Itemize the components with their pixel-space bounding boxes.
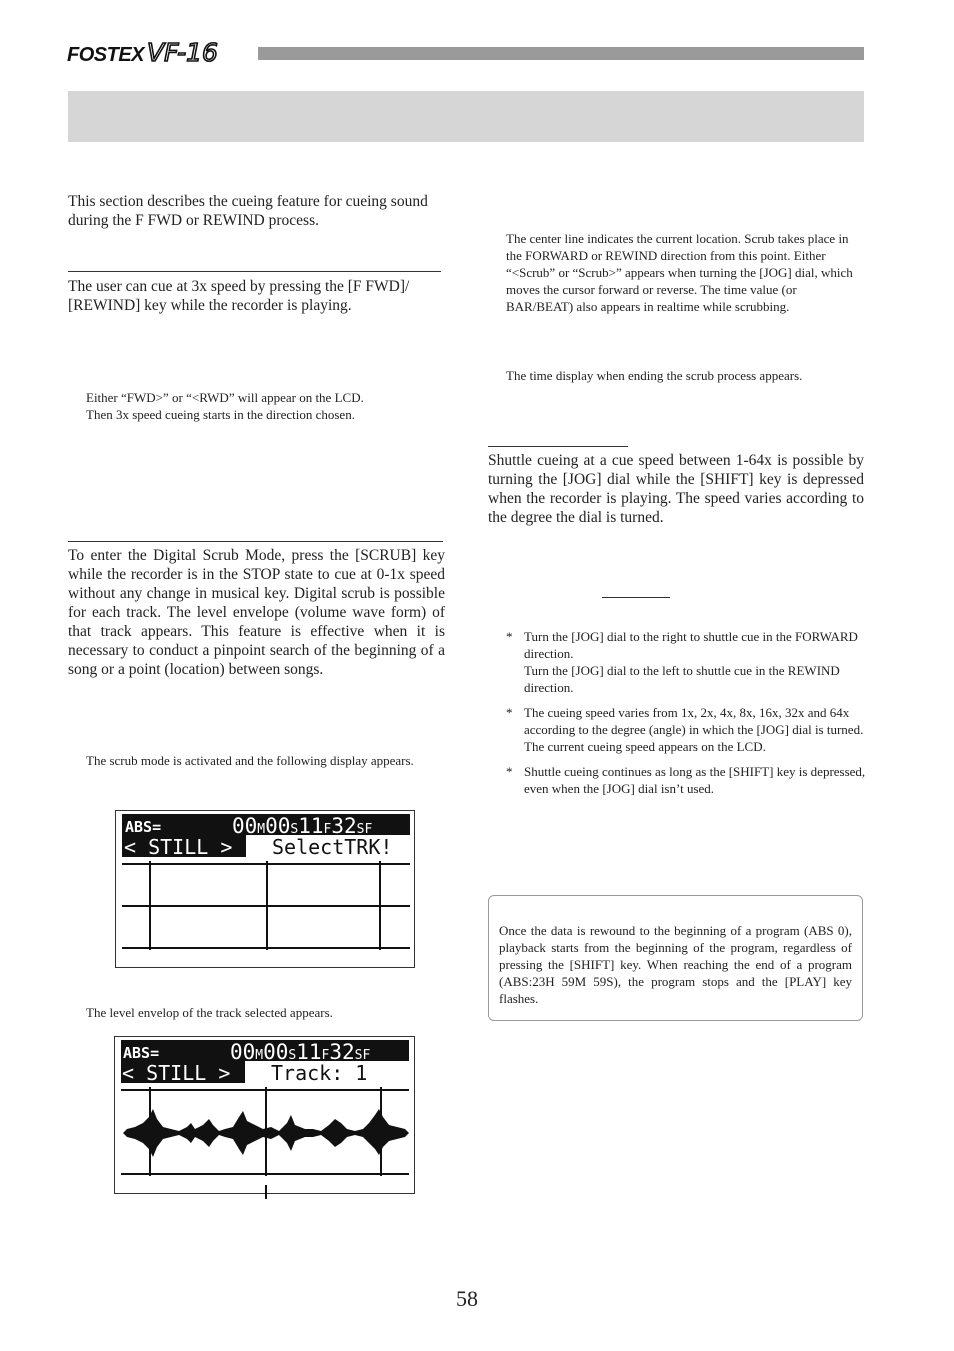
header-bar xyxy=(258,47,864,60)
lcd-abs-label: ABS= xyxy=(125,818,162,836)
time-display-note: The time display when ending the scrub process appears. xyxy=(506,368,803,383)
digital-scrub-text: To enter the Digital Scrub Mode, press the [SCRUB] key while the recorder is in the STOP state to cue at 0-1x speed without any change in musical key. Digital scrub is possible for each track. The level envelope (volume wave form) of that track appears. This feature is effective when it is necessary to conduct a pinpoint search of the beginning of a song or a point (location) between songs. xyxy=(68,547,445,678)
bullet-line: Shuttle cueing continues as long as the [SHIFT] key is depressed, even when the [JOG] dial isn’t used. xyxy=(524,764,866,796)
bullet-star: * xyxy=(506,629,513,644)
note-text: Once the data is rewound to the beginning of a program (ABS 0), playback starts from the beginning of the program, regardless of pressing the [SHIFT] key. When reaching the end of a program (ABS:23H 59M 59S), the program stops and the [PLAY] key flashes. xyxy=(499,923,852,1006)
bullet-star: * xyxy=(506,764,513,779)
lcd-display-track-envelope xyxy=(114,1036,415,1194)
level-envelope-note: The level envelop of the track selected appears. xyxy=(86,1005,333,1020)
brand-name: FOSTEX xyxy=(67,44,145,66)
list-item xyxy=(506,628,866,696)
fwd-note-line: Either “FWD>” or “<RWD” will appear on the LCD. xyxy=(86,390,364,405)
subsection-rule xyxy=(488,446,628,447)
lcd-status: SelectTRK! xyxy=(272,835,393,859)
cue-3x-text: The user can cue at 3x speed by pressing the [F FWD]/ [REWIND] key while the recorder is playing. xyxy=(68,278,410,314)
note-box xyxy=(488,895,863,1021)
shuttle-notes xyxy=(506,628,866,805)
bullet-line: The cueing speed varies from 1x, 2x, 4x, 8x, 16x, 32x and 64x according to the degree (angle) in which the [JOG] dial is turned. The current cueing speed appears on the LCD. xyxy=(524,705,864,754)
subsection-rule xyxy=(602,597,670,598)
list-item xyxy=(506,763,866,797)
lcd-status: Track: 1 xyxy=(271,1061,368,1085)
bullet-star: * xyxy=(506,705,513,720)
lcd-time-display: 00M00S11F32SF xyxy=(230,1040,371,1064)
intro-text: This section describes the cueing feature for cueing sound during the F FWD or REWIND process. xyxy=(68,193,428,229)
lcd-abs-label: ABS= xyxy=(123,1044,160,1062)
bullet-line: Turn the [JOG] dial to the right to shuttle cue in the FORWARD direction. xyxy=(524,629,858,661)
fwd-rwd-note xyxy=(86,389,446,423)
lcd-time-display: 00M00S11F32SF xyxy=(232,814,373,838)
fostex-vf16-logo xyxy=(67,40,245,68)
fwd-note-line: Then 3x speed cueing starts in the direction chosen. xyxy=(86,407,355,422)
bullet-line: Turn the [JOG] dial to the left to shuttle cue in the REWIND direction. xyxy=(524,663,840,695)
center-line-note: The center line indicates the current location. Scrub takes place in the FORWARD or REWIND direction from this point. Either “<Scrub” or “Scrub>” appears when turning the [JOG] dial, which moves the cursor forward or reverse. The time value (or BAR/BEAT) also appears in realtime while scrubbing. xyxy=(506,231,853,314)
lcd-mode: < STILL > xyxy=(122,1061,231,1085)
shuttle-cueing-text: Shuttle cueing at a cue speed between 1-64x is possible by turning the [JOG] dial while the [SHIFT] key is depressed when the recorder is playing. The speed varies according to the degree the dial is turned. xyxy=(488,452,864,526)
list-item xyxy=(506,704,866,755)
subsection-rule xyxy=(68,541,443,542)
center-line-pointer xyxy=(265,1185,267,1199)
page-number: 58 xyxy=(456,1286,478,1311)
scrub-activated-note: The scrub mode is activated and the following display appears. xyxy=(86,753,414,768)
lcd-display-select-track xyxy=(115,810,415,968)
model-name: VF-16 xyxy=(147,40,218,67)
section-title-band xyxy=(68,91,864,142)
lcd-mode: < STILL > xyxy=(124,835,233,859)
subsection-rule xyxy=(68,271,441,272)
